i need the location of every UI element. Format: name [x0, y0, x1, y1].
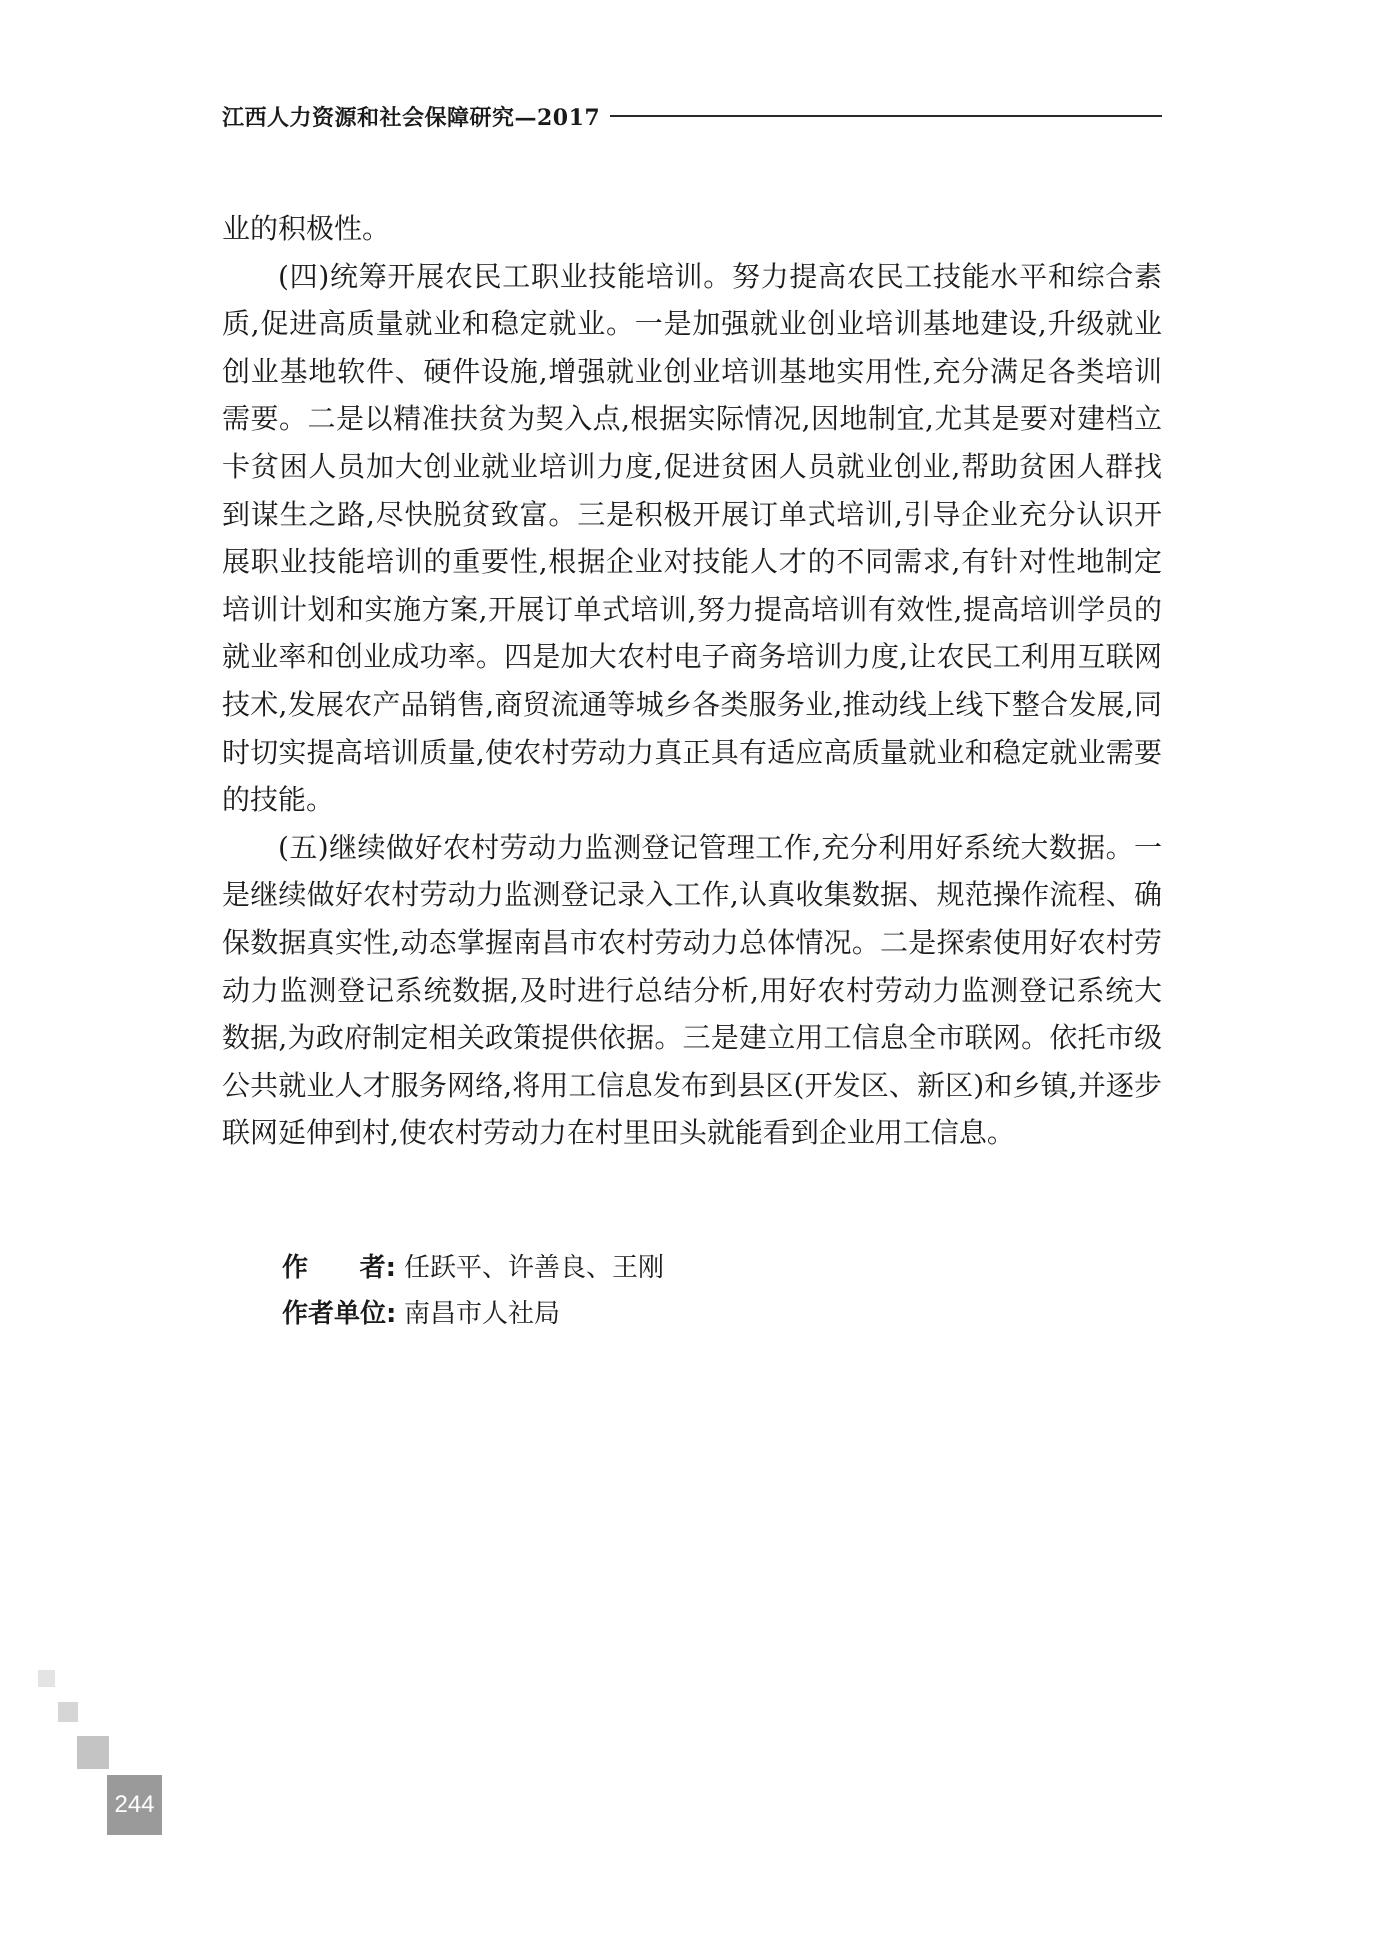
page-number: 244: [114, 1791, 155, 1818]
running-header: [222, 96, 1162, 136]
author-unit-label: 作者单位:: [282, 1299, 397, 1329]
author-names: 任跃平、许善良、王刚: [404, 1253, 665, 1283]
header-rule: [610, 115, 1162, 117]
decorative-square-3: [77, 1736, 109, 1769]
decorative-square-2: [58, 1702, 78, 1722]
author-unit-row: [282, 1291, 664, 1337]
author-unit: 南昌市人社局: [404, 1299, 561, 1329]
decorative-square-1: [38, 1670, 55, 1687]
author-info: [282, 1245, 664, 1337]
paragraph-continuation: 业的积极性。: [222, 212, 391, 245]
author-label: 作 者:: [282, 1253, 396, 1283]
page-number-box: [107, 1775, 162, 1835]
article-body: [222, 205, 1162, 1157]
paragraph-section-4: (四)统筹开展农民工职业技能培训。努力提高农民工技能水平和综合素质,促进高质量就业和稳定就业。一是加强就业创业培训基地建设,升级就业创业基地软件、硬件设施,增强就业创业培训基地实用性,充分满足各类培训需要。二是以精准扶贫为契入点,根据实际情况,因地制宜,尤其是要对建档立卡贫困人员加大创业就业培训力度,促进贫困人员就业创业,帮助贫困人群找到谋生之路,尽快脱贫致富。三是积极开展订单式培训,引导企业充分认识开展职业技能培训的重要性,根据企业对技能人才的不同需求,有针对性地制定培训计划和实施方案,开展订单式培训,努力提高培训有效性,提高培训学员的就业率和创业成功率。四是加大农村电子商务培训力度,让农民工利用互联网技术,发展农产品销售,商贸流通等城乡各类服务业,推动线上线下整合发展,同时切实提高培训质量,使农村劳动力真正具有适应高质量就业和稳定就业需要的技能。: [222, 259, 1162, 817]
paragraph-section-5: (五)继续做好农村劳动力监测登记管理工作,充分利用好系统大数据。一是继续做好农村劳动力监测登记录入工作,认真收集数据、规范操作流程、确保数据真实性,动态掌握南昌市农村劳动力总体情况。二是探索使用好农村劳动力监测登记系统数据,及时进行总结分析,用好农村劳动力监测登记系统大数据,为政府制定相关政策提供依据。三是建立用工信息全市联网。依托市级公共就业人才服务网络,将用工信息发布到县区(开发区、新区)和乡镇,并逐步联网延伸到村,使农村劳动力在村里田头就能看到企业用工信息。: [222, 830, 1162, 1150]
author-row: [282, 1245, 664, 1291]
header-title: 江西人力资源和社会保障研究—2017: [222, 104, 601, 131]
